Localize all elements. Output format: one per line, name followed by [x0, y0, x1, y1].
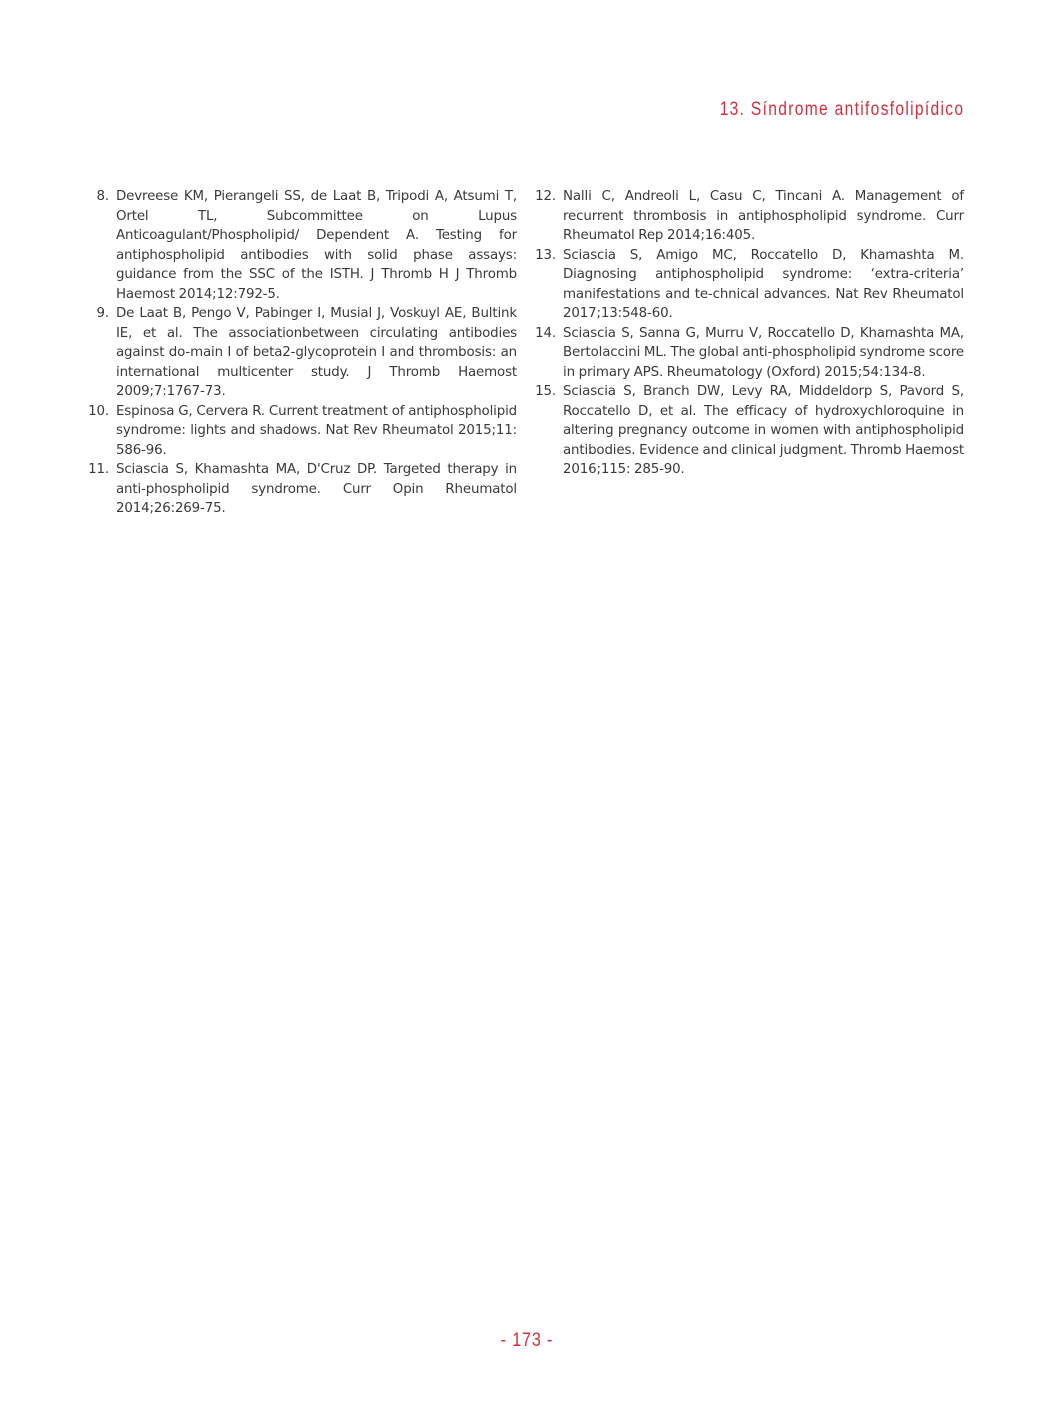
- reference-number: 15.: [535, 384, 556, 399]
- page-number: [0, 1330, 1053, 1352]
- reference-text: Sciascia S, Branch DW, Levy RA, Middeldorp S, Pavord S, Roccatello D, et al. The efficacy of hydroxychloroquine in altering pregnancy outcome in women with antiphospholipid antibodies. Evidence and clinical judgment. Thromb Haemost 2016;115: 285-90.: [563, 384, 964, 477]
- reference-item-13: [526, 246, 964, 324]
- reference-column-right: [526, 187, 964, 480]
- reference-number: 10.: [88, 403, 109, 419]
- reference-text: Nalli C, Andreoli L, Casu C, Tincani A. Management of recurrent thrombosis in antiphospholipid syndrome. Curr Rheumatol Rep 2014;16:405.: [563, 189, 964, 243]
- reference-number: 13.: [535, 247, 556, 263]
- reference-column-left: [79, 187, 517, 519]
- reference-item-11: [79, 460, 517, 519]
- reference-item-10: [79, 402, 517, 461]
- reference-number: 12.: [535, 189, 556, 204]
- running-title: 13. Síndrome antifosfolipídico: [719, 99, 964, 120]
- reference-text: Sciascia S, Khamashta MA, D'Cruz DP. Targeted therapy in anti-phospholipid syndrome. Curr Opin Rheumatol 2014;26:269-75.: [116, 462, 517, 516]
- reference-item-9: [79, 304, 517, 402]
- reference-item-14: [526, 324, 964, 383]
- reference-text: De Laat B, Pengo V, Pabinger I, Musial J, Voskuyl AE, Bultink IE, et al. The associationbetween circulating antibodies against do-main I of beta2-glycoprotein I and thrombosis: an international multicenter study. J Thromb Haemost 2009;7:1767-73.: [116, 306, 517, 399]
- reference-number: 11.: [88, 462, 109, 477]
- reference-item-15: [526, 382, 964, 480]
- reference-text: Sciascia S, Sanna G, Murru V, Roccatello D, Khamashta MA, Bertolaccini ML. The global anti-phospholipid syndrome score in primary APS. Rheumatology (Oxford) 2015;54:134-8.: [563, 325, 964, 380]
- reference-text: Espinosa G, Cervera R. Current treatment of antiphospholipid syndrome: lights and shadows. Nat Rev Rheumatol 2015;11: 586-96.: [116, 403, 517, 458]
- reference-item-8: [79, 187, 517, 304]
- reference-number: 14.: [535, 325, 556, 341]
- reference-text: Sciascia S, Amigo MC, Roccatello D, Khamashta M. Diagnosing antiphospholipid syndrome: ‘extra-criteria’ manifestations and te-chnical advances. Nat Rev Rheumatol 2017;13:548-60.: [563, 247, 964, 321]
- reference-number: 9.: [96, 306, 109, 321]
- reference-item-12: [526, 187, 964, 246]
- page-number-text: - 173 -: [500, 1330, 553, 1351]
- reference-number: 8.: [96, 189, 109, 204]
- reference-text: Devreese KM, Pierangeli SS, de Laat B, Tripodi A, Atsumi T, Ortel TL, Subcommittee on Lupus Anticoagulant/Phospholipid/ Dependent A. Testing for antiphospholipid antibodies with solid phase assays: guidance from the SSC of the ISTH. J Thromb H J Thromb Haemost 2014;12:792-5.: [116, 189, 517, 302]
